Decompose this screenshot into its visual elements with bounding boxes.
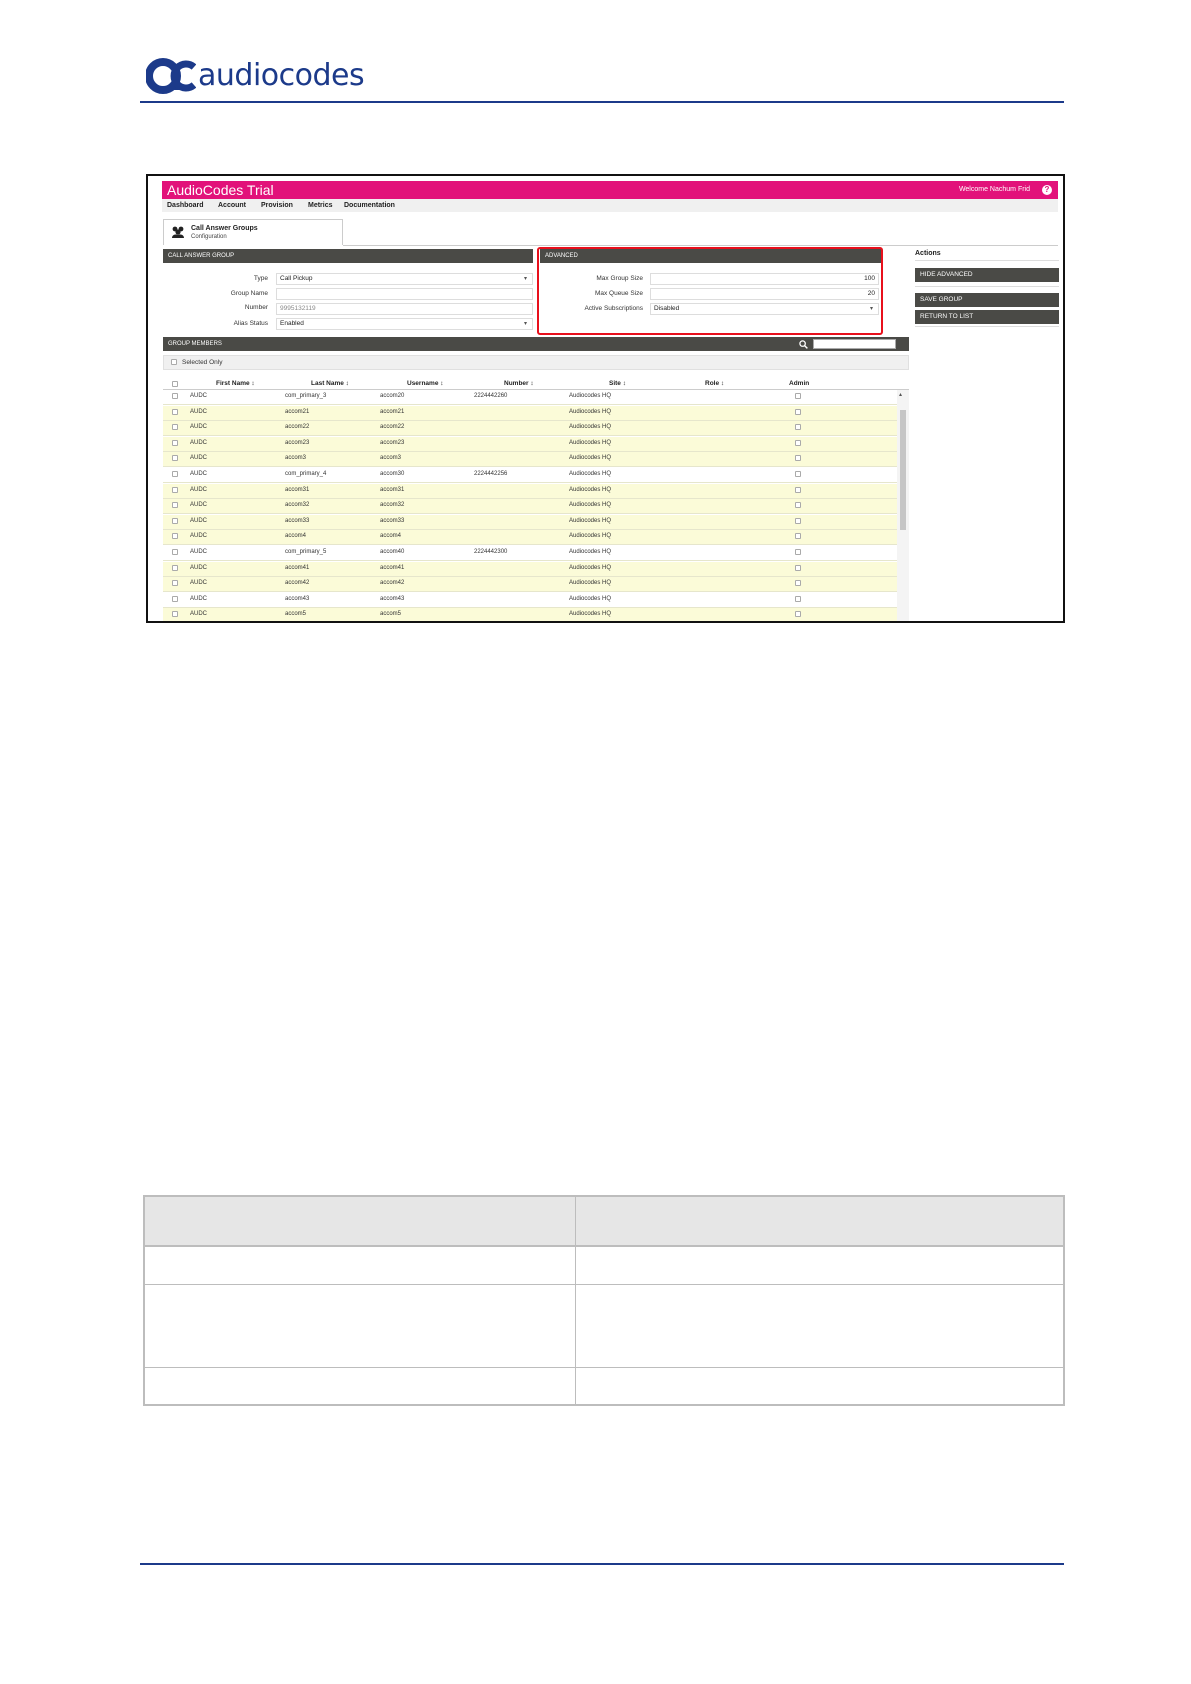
admin-checkbox[interactable]: [795, 565, 801, 571]
selected-only-checkbox[interactable]: [171, 359, 177, 365]
table-row[interactable]: [163, 608, 897, 623]
cell-site: Audiocodes HQ: [569, 486, 612, 493]
advanced-highlight-box: [537, 247, 883, 335]
scroll-up-icon[interactable]: ▴: [899, 392, 903, 398]
cell-last: accom23: [285, 439, 310, 446]
admin-checkbox[interactable]: [795, 487, 801, 493]
cell-site: Audiocodes HQ: [569, 502, 612, 509]
hide-advanced-button[interactable]: HIDE ADVANCED: [915, 268, 1059, 282]
alias-status-label: Alias Status: [233, 320, 268, 327]
row-select-checkbox[interactable]: [172, 502, 178, 508]
table-row[interactable]: [163, 437, 897, 452]
question-circle-icon[interactable]: ?: [1042, 185, 1052, 195]
cell-site: Audiocodes HQ: [569, 408, 612, 415]
table-row[interactable]: [163, 515, 897, 530]
row-select-checkbox[interactable]: [172, 409, 178, 415]
footer-rule: [140, 1563, 1064, 1565]
cell-first: AUDC: [190, 502, 208, 509]
col-role[interactable]: Role ↕: [705, 380, 725, 387]
row-select-checkbox[interactable]: [172, 487, 178, 493]
document-table: [143, 1195, 1065, 1406]
cell-site: Audiocodes HQ: [569, 564, 612, 571]
member-table-scrollbar[interactable]: [897, 390, 909, 623]
cell-first: AUDC: [190, 549, 208, 555]
type-value: Call Pickup: [280, 275, 313, 282]
cell-site: Audiocodes HQ: [569, 595, 612, 602]
cell-first: AUDC: [190, 471, 208, 477]
cell-first: AUDC: [190, 595, 208, 602]
cell-number: 2224442300: [474, 549, 508, 555]
cell-first: AUDC: [190, 611, 208, 618]
table-row[interactable]: [163, 421, 897, 436]
cell-user: accom33: [380, 517, 405, 524]
cell-user: accom32: [380, 502, 405, 509]
nav-dashboard[interactable]: Dashboard: [167, 202, 204, 209]
cell-first: AUDC: [190, 408, 208, 415]
row-select-checkbox[interactable]: [172, 580, 178, 586]
cell-last: accom22: [285, 424, 310, 431]
tab-call-answer-groups[interactable]: [163, 219, 343, 245]
cell-last: accom3: [285, 455, 307, 462]
cell-user: accom20: [380, 393, 405, 399]
row-select-checkbox[interactable]: [172, 596, 178, 602]
admin-checkbox[interactable]: [795, 580, 801, 586]
cell-first: AUDC: [190, 533, 208, 540]
app-screenshot: [146, 174, 1065, 623]
actions-title: Actions: [915, 250, 941, 257]
table-row[interactable]: [163, 577, 897, 592]
admin-checkbox[interactable]: [795, 409, 801, 415]
type-label: Type: [253, 275, 268, 282]
selected-only-filter: [163, 355, 909, 370]
actions-divider: [915, 326, 1059, 327]
tab-title: Call Answer Groups: [191, 225, 258, 232]
table-row[interactable]: [163, 452, 897, 467]
admin-checkbox[interactable]: [795, 596, 801, 602]
group-name-field[interactable]: [276, 288, 533, 300]
cell-first: AUDC: [190, 439, 208, 446]
table-row[interactable]: [163, 546, 897, 561]
scroll-thumb[interactable]: [900, 410, 906, 530]
table-row[interactable]: [163, 484, 897, 499]
cell-site: Audiocodes HQ: [569, 455, 612, 462]
cell-last: com_primary_3: [285, 393, 327, 399]
document-table-row-line: [145, 1284, 1063, 1285]
col-username[interactable]: Username ↕: [407, 380, 444, 387]
max-group-size-value: 100: [864, 275, 875, 282]
app-title-bar: [162, 181, 1058, 199]
call-answer-group-header: CALL ANSWER GROUP: [163, 249, 533, 263]
cell-last: accom42: [285, 580, 310, 587]
admin-checkbox[interactable]: [795, 393, 801, 399]
row-select-checkbox[interactable]: [172, 455, 178, 461]
col-first-name[interactable]: First Name ↕: [216, 380, 255, 387]
table-row[interactable]: [163, 499, 897, 514]
cell-user: accom22: [380, 424, 405, 431]
cell-site: Audiocodes HQ: [569, 424, 612, 431]
max-queue-size-value: 20: [867, 290, 875, 297]
table-row[interactable]: [163, 562, 897, 577]
advanced-header: ADVANCED: [540, 249, 881, 263]
cell-site: Audiocodes HQ: [569, 549, 612, 555]
cell-site: Audiocodes HQ: [569, 517, 612, 524]
nav-provision[interactable]: Provision: [261, 202, 293, 209]
admin-checkbox[interactable]: [795, 424, 801, 430]
document-table-column-divider: [575, 1197, 576, 1404]
row-select-checkbox[interactable]: [172, 549, 178, 555]
nav-metrics[interactable]: Metrics: [308, 202, 333, 209]
app-title: AudioCodes Trial: [167, 182, 274, 198]
col-site[interactable]: Site ↕: [609, 380, 626, 387]
actions-divider: [915, 286, 1059, 287]
cell-user: accom42: [380, 580, 405, 587]
admin-checkbox[interactable]: [795, 455, 801, 461]
cell-site: Audiocodes HQ: [569, 611, 612, 618]
admin-checkbox[interactable]: [795, 549, 801, 555]
group-members-header: GROUP MEMBERS: [163, 337, 909, 351]
cell-number: 2224442260: [474, 393, 508, 399]
cell-last: accom21: [285, 408, 310, 415]
cell-user: accom4: [380, 533, 402, 540]
alias-status-value: Enabled: [280, 320, 304, 327]
cell-first: AUDC: [190, 424, 208, 431]
cell-first: AUDC: [190, 517, 208, 524]
row-select-checkbox[interactable]: [172, 533, 178, 539]
col-last-name[interactable]: Last Name ↕: [311, 380, 349, 387]
cell-site: Audiocodes HQ: [569, 439, 612, 446]
main-nav: [162, 199, 1058, 212]
number-field[interactable]: 9995132119: [276, 303, 533, 315]
active-subscriptions-value: Disabled: [654, 305, 680, 312]
chevron-down-icon: ▾: [523, 276, 527, 282]
nav-documentation[interactable]: Documentation: [344, 202, 395, 209]
cell-site: Audiocodes HQ: [569, 580, 612, 587]
chevron-down-icon: ▾: [523, 321, 527, 327]
cell-last: accom43: [285, 595, 310, 602]
cell-last: accom41: [285, 564, 310, 571]
type-select[interactable]: [276, 273, 533, 285]
cell-user: accom21: [380, 408, 405, 415]
cell-user: accom5: [380, 611, 402, 618]
table-row[interactable]: [163, 390, 897, 405]
cell-first: AUDC: [190, 393, 208, 399]
cell-user: accom30: [380, 471, 405, 477]
col-admin: Admin: [789, 380, 810, 387]
cell-last: accom31: [285, 486, 310, 493]
max-queue-size-label: Max Queue Size: [594, 290, 643, 297]
tab-subtitle: Configuration: [191, 234, 227, 240]
group-name-label: Group Name: [230, 290, 268, 297]
cell-user: accom23: [380, 439, 405, 446]
cell-last: accom32: [285, 502, 310, 509]
users-icon: [171, 225, 185, 239]
max-group-size-label: Max Group Size: [596, 275, 643, 282]
table-row[interactable]: [163, 530, 897, 545]
cell-first: AUDC: [190, 564, 208, 571]
document-table-header-row: [145, 1197, 1063, 1247]
nav-account[interactable]: Account: [218, 202, 246, 209]
save-group-button[interactable]: SAVE GROUP: [915, 293, 1059, 307]
admin-checkbox[interactable]: [795, 471, 801, 477]
cell-last: com_primary_5: [285, 549, 327, 555]
member-search-input[interactable]: [813, 339, 896, 349]
row-select-checkbox[interactable]: [172, 611, 178, 617]
admin-checkbox[interactable]: [795, 502, 801, 508]
cell-user: accom3: [380, 455, 402, 462]
table-row[interactable]: [163, 593, 897, 608]
cell-site: Audiocodes HQ: [569, 533, 612, 540]
cell-user: accom41: [380, 564, 405, 571]
row-select-checkbox[interactable]: [172, 440, 178, 446]
admin-checkbox[interactable]: [795, 611, 801, 617]
row-select-checkbox[interactable]: [172, 424, 178, 430]
alias-status-select[interactable]: [276, 318, 533, 330]
row-select-checkbox[interactable]: [172, 471, 178, 477]
chevron-down-icon: ▾: [869, 306, 873, 312]
cell-user: accom31: [380, 486, 405, 493]
select-all-checkbox[interactable]: [172, 381, 178, 387]
admin-checkbox[interactable]: [795, 533, 801, 539]
cell-user: accom40: [380, 549, 405, 555]
cell-site: Audiocodes HQ: [569, 471, 612, 477]
return-to-list-button[interactable]: RETURN TO LIST: [915, 310, 1059, 324]
cell-user: accom43: [380, 595, 405, 602]
actions-divider: [915, 260, 1059, 261]
table-row[interactable]: [163, 406, 897, 421]
row-select-checkbox[interactable]: [172, 565, 178, 571]
document-table-row-line: [145, 1367, 1063, 1368]
cell-last: accom4: [285, 533, 307, 540]
welcome-text[interactable]: Welcome Nachum Frid: [958, 186, 1030, 193]
cell-first: AUDC: [190, 580, 208, 587]
selected-only-label: Selected Only: [182, 359, 223, 366]
audiocodes-logo: [146, 58, 364, 94]
cell-first: AUDC: [190, 455, 208, 462]
active-subscriptions-label: Active Subscriptions: [584, 305, 643, 312]
cell-last: accom33: [285, 517, 310, 524]
cell-last: accom5: [285, 611, 307, 618]
table-row[interactable]: [163, 468, 897, 483]
search-icon[interactable]: [799, 340, 808, 349]
admin-checkbox[interactable]: [795, 440, 801, 446]
header-rule: [140, 101, 1064, 103]
cell-first: AUDC: [190, 486, 208, 493]
admin-checkbox[interactable]: [795, 518, 801, 524]
cell-site: Audiocodes HQ: [569, 393, 612, 399]
row-select-checkbox[interactable]: [172, 393, 178, 399]
number-label: Number: [244, 304, 268, 311]
tab-divider: [343, 245, 1058, 246]
cell-number: 2224442256: [474, 471, 508, 477]
cell-last: com_primary_4: [285, 471, 327, 477]
col-number[interactable]: Number ↕: [504, 380, 534, 387]
logo-wordmark: audiocodes: [198, 58, 365, 93]
row-select-checkbox[interactable]: [172, 518, 178, 524]
audiocodes-logo-icon: [146, 58, 196, 94]
